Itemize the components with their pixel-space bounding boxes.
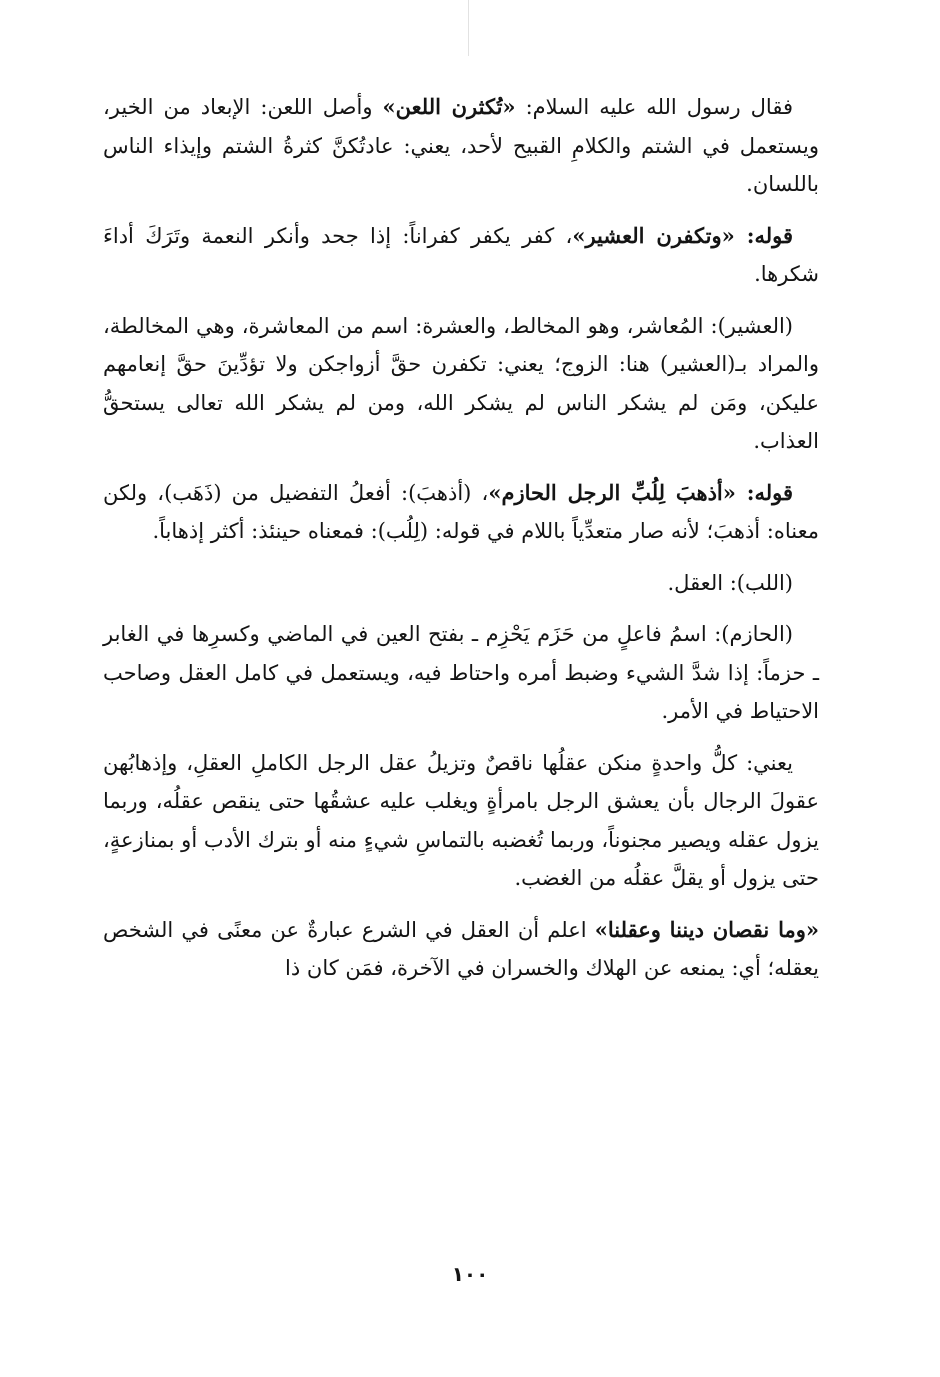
paragraph-1-part-1: فقال رسول الله عليه السلام: — [515, 95, 793, 119]
paragraph-1-part-2: وأصل اللعن: الإبعاد من الخير، ويستعمل في الشتم والكلامِ القبيح لأحد، يعني: عادتُكنَّ كثرةُ الشتم وإيذاء الناس باللسان. — [103, 95, 819, 196]
hadith-quote-2: قوله: «وتكفرن العشير» — [572, 222, 793, 248]
hadith-quote-4: «وما نقصان ديننا وعقلنا» — [594, 916, 819, 942]
paragraph-4 — [103, 474, 819, 551]
hadith-quote-3: قوله: «أذهبَ لِلُبِّ الرجل الحازم» — [488, 479, 793, 505]
paragraph-3-part-1: (العشير): المُعاشر، وهو المخالط، والعشرة: اسم من المعاشرة، وهي المخالطة، والمراد بـ(العشير) هنا: الزوج؛ يعني: تكفرن حقَّ أزواجكن ولا تؤدِّينَ حقَّ إنعامهم عليكن، ومَن لم يشكر الناس لم يشكر الله، ومن لم يشكر الله تعالى يستحقُّ العذاب. — [103, 313, 819, 453]
hadith-quote-1: «تُكثرن اللعن» — [382, 94, 516, 119]
paragraph-5 — [103, 564, 819, 603]
page-body — [103, 88, 819, 1001]
paragraph-5-part-1: (اللب): العقل. — [667, 570, 793, 595]
paragraph-4-part-1: ، (أذهبَ): أفعلُ التفضيل من (ذَهَب)، ولكن معناه: أذهبَ؛ لأنه صار متعدِّياً باللام في قوله: (لِلُب): فمعناه حينئذ: أكثر إذهاباً. — [103, 480, 819, 543]
paragraph-7-part-1: يعني: كلُّ واحدةٍ منكن عقلُها ناقصٌ وتزيلُ عقل الرجل الكاملِ العقلِ، وإذهابُهن عقولَ الرجال بأن يعشق الرجل بامرأةٍ ويغلب عليه عشقُها حتى ينقص عقلُه، وربما يزول عقله ويصير مجنوناً، وربما تُغضبه بالتماسِ شيءٍ منه أو بترك الأدب أو بمنازعةٍ، حتى يزول أو يقلَّ عقلُه من الغضب. — [103, 750, 819, 890]
paragraph-7 — [103, 744, 819, 898]
paragraph-8-part-1: اعلم أن العقل في الشرع عبارةٌ عن معنًى في الشخص يعقله؛ أي: يمنعه عن الهلاك والخسران في الآخرة، فمَن كان ذا — [103, 917, 819, 980]
page-number: ١٠٠ — [451, 1262, 489, 1286]
paragraph-6-part-1: (الحازم): اسمُ فاعلٍ من حَزَم يَحْزِم ـ بفتح العين في الماضي وكسرِها في الغابر ـ حزماً: إذا شدَّ الشيء وضبط أمره واحتاط فيه، ويستعمل في كامل العقل وصاحب الاحتياط في الأمر. — [103, 622, 819, 723]
scan-artifact-line — [468, 0, 469, 56]
paragraph-3 — [103, 307, 819, 461]
paragraph-8 — [103, 911, 819, 988]
paragraph-1 — [103, 88, 819, 204]
paragraph-6 — [103, 615, 819, 731]
paragraph-2 — [103, 217, 819, 294]
paragraph-2-part-1: ، كفر يكفر كفراناً: إذا جحد وأنكر النعمة وتَرَكَ أداءَ شكرها. — [103, 223, 819, 286]
